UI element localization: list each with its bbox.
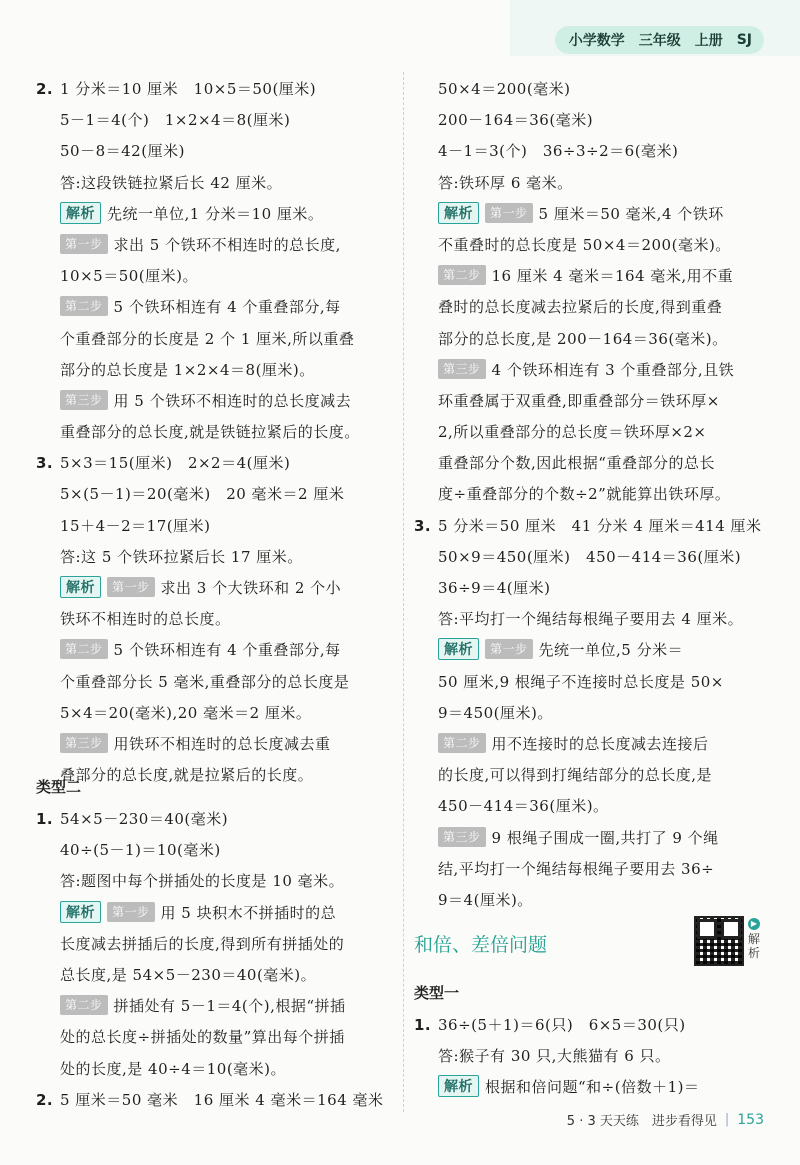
type-heading: 类型一	[414, 984, 460, 1002]
header-volume: 上册	[694, 33, 723, 49]
analysis-line: 个重叠部分的长度是 2 个 1 厘米,所以重叠	[60, 329, 355, 348]
footer-brand: 5 · 3 天天练 进步看得见	[566, 1114, 717, 1129]
analysis-line: 部分的总长度是 1×2×4＝8(厘米)。	[60, 360, 315, 379]
analysis-line: 长度减去拼插后的长度,得到所有拼插处的	[60, 934, 345, 953]
step2-tag: 第二步	[60, 639, 108, 659]
analysis-line: 重叠部分个数,因此根据“重叠部分的总长	[438, 454, 715, 473]
analysis-line: 叠部分的总长度,就是拉紧后的长度。	[60, 766, 314, 785]
analysis-line: 叠时的总长度减去拉紧后的长度,得到重叠	[438, 298, 723, 317]
answer-line: 答:铁环厚 6 毫米。	[438, 173, 573, 192]
section-title: 和倍、差倍问题	[414, 934, 548, 956]
analysis-tag: 解析	[438, 202, 479, 224]
answer-line: 1. 36÷(5＋1)＝6(只) 6×5＝30(只)	[414, 1016, 686, 1034]
answer-line: 4－1＝3(个) 36÷3÷2＝6(毫米)	[438, 142, 679, 161]
type-heading: 类型二	[36, 778, 82, 796]
analysis-line: 第一步 求出 5 个铁环不相连时的总长度,	[36, 230, 400, 261]
analysis-line: 第二步 用不连接时的总长度减去连接后	[414, 729, 766, 760]
analysis-tag: 解析	[60, 202, 101, 224]
analysis-line: 处的长度,是 40÷4＝10(毫米)。	[60, 1059, 287, 1078]
step2-tag: 第二步	[60, 296, 108, 316]
analysis-line: 第二步 5 个铁环相连有 4 个重叠部分,每	[36, 635, 400, 666]
answer-line: 答:这段铁链拉紧后长 42 厘米。	[60, 173, 283, 192]
analysis-line: 9＝450(厘米)。	[438, 703, 553, 722]
qr-label: ▶ 解析	[748, 919, 761, 960]
answer-line: 3. 5×3＝15(厘米) 2×2＝4(厘米)	[36, 454, 291, 473]
step2-tag: 第二步	[438, 733, 486, 753]
step1-tag: 第一步	[485, 203, 533, 223]
step1-tag: 第一步	[107, 577, 155, 597]
analysis-line: 部分的总长度,是 200－164＝36(毫米)。	[438, 329, 728, 348]
answer-line: 2. 1 分米＝10 厘米 10×5＝50(厘米)	[36, 80, 317, 98]
right-column-type1	[414, 976, 766, 1104]
answer-line: 5×(5－1)＝20(毫米) 20 毫米＝2 厘米	[60, 485, 345, 504]
analysis-line: 第二步 5 个铁环相连有 4 个重叠部分,每	[36, 292, 400, 323]
analysis-line: 解析 第一步 5 厘米＝50 毫米,4 个铁环	[414, 199, 766, 230]
analysis-line: 结,平均打一个绳结每根绳子要用去 36÷	[438, 859, 715, 878]
step1-tag: 第一步	[60, 234, 108, 254]
qr-code-icon[interactable]	[694, 916, 744, 966]
analysis-line: 450－414＝36(厘米)。	[438, 797, 609, 816]
step3-tag: 第三步	[60, 733, 108, 753]
step3-tag: 第三步	[438, 359, 486, 379]
analysis-line: 不重叠时的总长度是 50×4＝200(毫米)。	[438, 235, 731, 254]
answer-line: 5－1＝4(个) 1×2×4＝8(厘米)	[60, 111, 291, 130]
column-divider	[403, 72, 404, 1112]
answer-line: 答:猴子有 30 只,大熊猫有 6 只。	[438, 1047, 671, 1066]
analysis-line: 解析 先统一单位,1 分米＝10 厘米。	[36, 199, 400, 230]
page-footer	[567, 1110, 764, 1129]
analysis-line: 个重叠部分长 5 毫米,重叠部分的总长度是	[60, 672, 350, 691]
analysis-line: 度÷重叠部分的个数÷2”就能算出铁环厚。	[438, 485, 731, 504]
analysis-line: 10×5＝50(厘米)。	[60, 267, 198, 286]
analysis-line: 第二步 16 厘米 4 毫米＝164 毫米,用不重	[414, 261, 766, 292]
header-grade: 三年级	[638, 33, 681, 49]
analysis-line: 解析 第一步 求出 3 个大铁环和 2 个小	[36, 573, 400, 604]
analysis-line: 第三步 4 个铁环相连有 3 个重叠部分,且铁	[414, 355, 766, 386]
left-column	[36, 74, 400, 791]
page-number: 153	[737, 1111, 764, 1128]
step3-tag: 第三步	[438, 827, 486, 847]
header-edition: SJ	[736, 32, 752, 48]
analysis-line: 环重叠属于双重叠,即重叠部分＝铁环厚×	[438, 391, 720, 410]
analysis-line: 总长度,是 54×5－230＝40(毫米)。	[60, 965, 317, 984]
answer-line: 40÷(5－1)＝10(毫米)	[60, 841, 221, 860]
header-subject: 小学数学	[568, 33, 625, 49]
analysis-line: 第三步 9 根绳子围成一圈,共打了 9 个绳	[414, 823, 766, 854]
answer-line: 50×4＝200(毫米)	[438, 80, 571, 98]
analysis-line: 第三步 用铁环不相连时的总长度减去重	[36, 729, 400, 760]
answer-line: 3. 5 分米＝50 厘米 41 分米 4 厘米＝414 厘米	[414, 516, 762, 535]
answer-line: 36÷9＝4(厘米)	[438, 579, 551, 597]
analysis-line: 第二步 拼插处有 5－1＝4(个),根据“拼插	[36, 991, 400, 1022]
step3-tag: 第三步	[60, 390, 108, 410]
right-column	[414, 74, 766, 916]
play-icon: ▶	[748, 918, 760, 930]
answer-line: 答:题图中每个拼插处的长度是 10 毫米。	[60, 872, 345, 891]
answer-line: 50×9＝450(厘米) 450－414＝36(厘米)	[438, 547, 742, 566]
analysis-line: 铁环不相连时的总长度。	[60, 610, 231, 629]
answer-line: 200－164＝36(毫米)	[438, 111, 594, 130]
step1-tag: 第一步	[107, 902, 155, 922]
analysis-line: 的长度,可以得到打绳结部分的总长度,是	[438, 766, 713, 785]
analysis-tag: 解析	[60, 576, 101, 598]
left-column-type2	[36, 778, 400, 1116]
analysis-tag: 解析	[60, 901, 101, 923]
analysis-line: 2,所以重叠部分的总长度＝铁环厚×2×	[438, 423, 707, 442]
step2-tag: 第二步	[60, 995, 108, 1015]
analysis-line: 9＝4(厘米)。	[438, 890, 533, 909]
analysis-line: 处的总长度÷拼插处的数量”算出每个拼插	[60, 1028, 345, 1047]
answer-line: 答:平均打一个绳结每根绳子要用去 4 厘米。	[438, 610, 744, 629]
analysis-line: 第三步 用 5 个铁环不相连时的总长度减去	[36, 386, 400, 417]
analysis-line: 解析 第一步 用 5 块积木不拼插时的总	[36, 898, 400, 929]
step1-tag: 第一步	[485, 639, 533, 659]
answer-line: 2. 5 厘米＝50 毫米 16 厘米 4 毫米＝164 毫米	[36, 1090, 384, 1109]
analysis-line: 解析 根据和倍问题“和÷(倍数＋1)＝	[414, 1072, 766, 1103]
analysis-line: 重叠部分的总长度,就是铁链拉紧后的长度。	[60, 423, 360, 442]
analysis-line: 50 厘米,9 根绳子不连接时总长度是 50×	[438, 672, 724, 691]
analysis-tag: 解析	[438, 638, 479, 660]
header-pill	[555, 26, 764, 54]
analysis-tag: 解析	[438, 1075, 479, 1097]
step2-tag: 第二步	[438, 265, 486, 285]
analysis-line: 5×4＝20(毫米),20 毫米＝2 厘米。	[60, 703, 312, 722]
answer-line: 50－8＝42(厘米)	[60, 142, 185, 161]
answer-line: 1. 54×5－230＝40(毫米)	[36, 810, 229, 828]
footer-separator: |	[724, 1112, 730, 1127]
answer-line: 答:这 5 个铁环拉紧后长 17 厘米。	[60, 547, 303, 566]
analysis-line: 解析 第一步 先统一单位,5 分米＝	[414, 635, 766, 666]
answer-line: 15＋4－2＝17(厘米)	[60, 516, 211, 535]
